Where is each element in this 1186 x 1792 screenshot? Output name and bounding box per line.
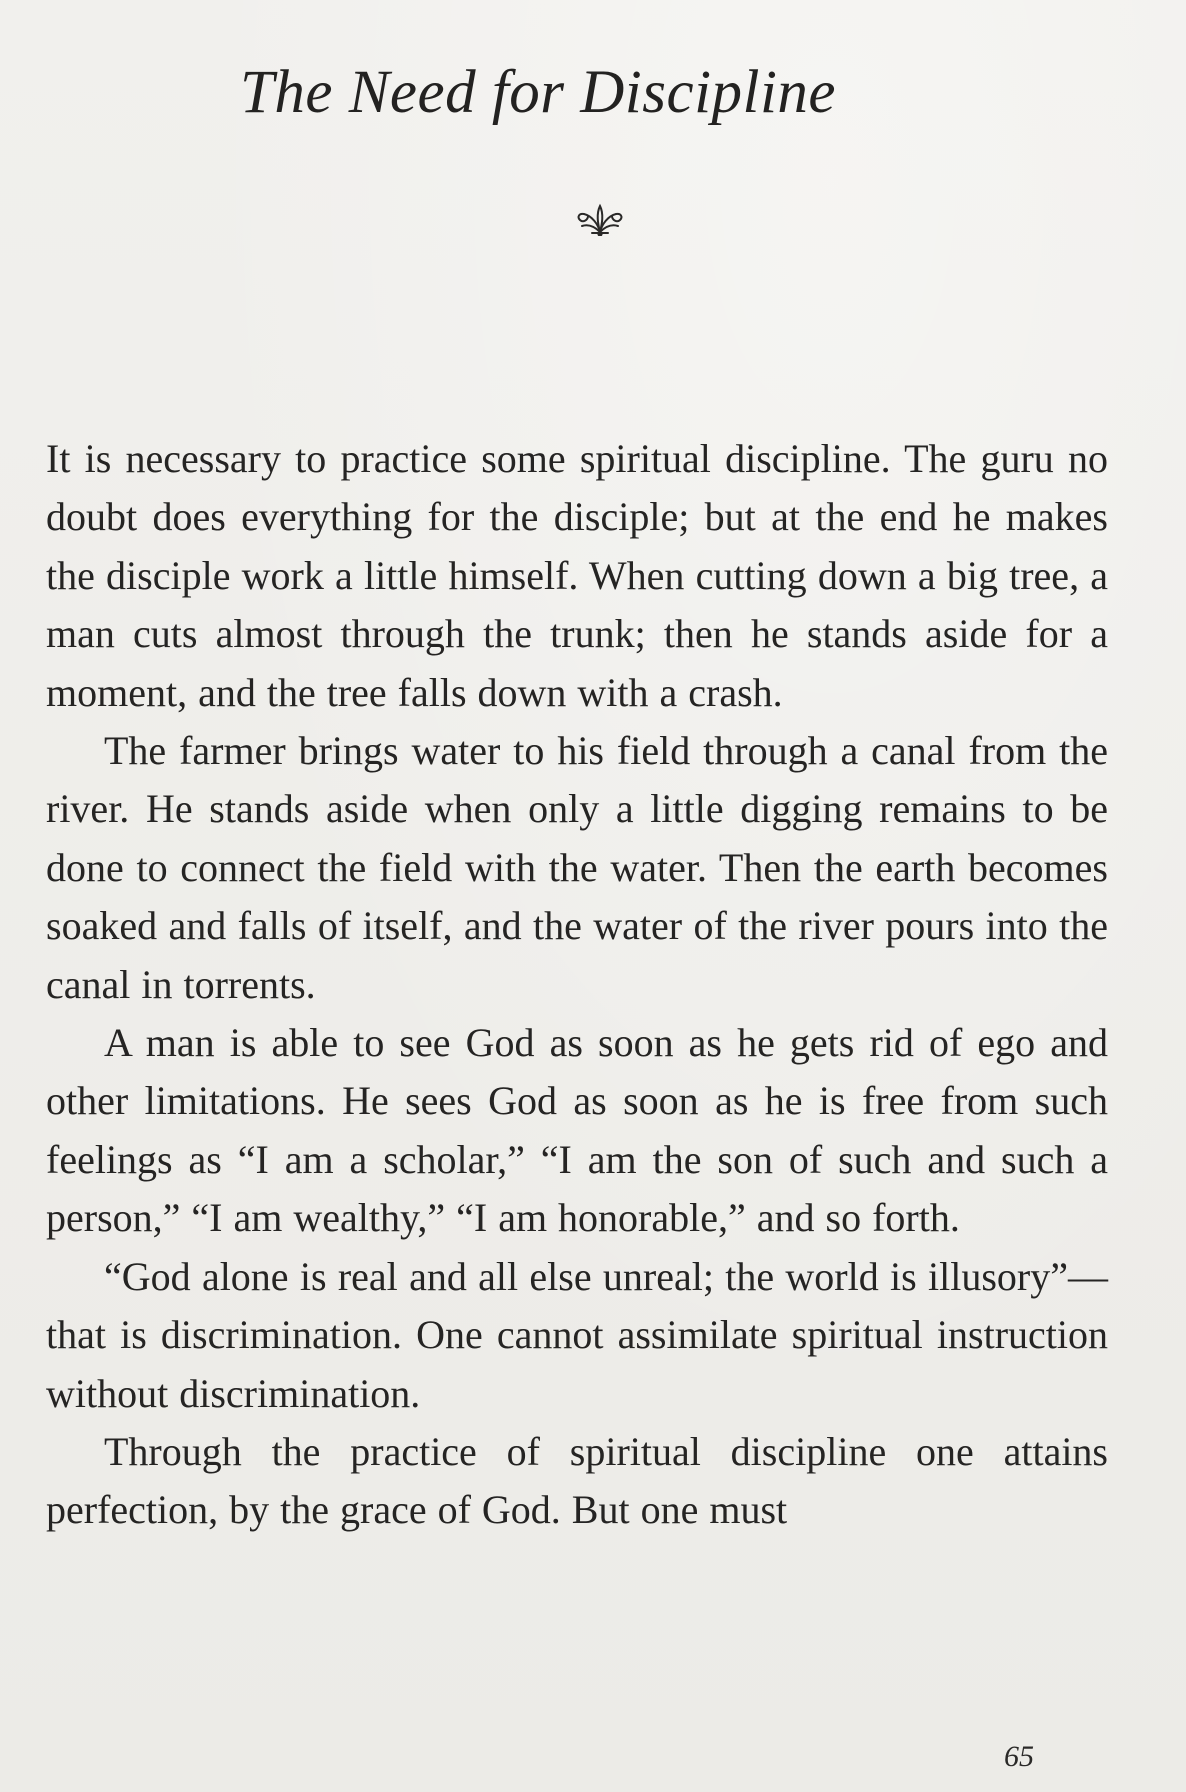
page-body-text [46, 430, 1108, 1540]
paragraph-4: “God alone is real and all else unreal; the world is illusory”—that is discrimination. One cannot assimilate spiritual instruction without discrimination. [46, 1253, 1108, 1416]
flower-ornament-icon [574, 202, 626, 236]
chapter-title: The Need for Discipline [239, 59, 836, 126]
paragraph-5: Through the practice of spiritual discipline one attains perfection, by the grace of God. But one must [46, 1428, 1108, 1533]
page-number: 65 [1004, 1740, 1034, 1773]
paragraph-1: It is necessary to practice some spiritual discipline. The guru no doubt does everything for the disciple; but at the end he makes the disciple work a little himself. When cutting down a big tree, a man cuts almost through the trunk; then he stands aside for a moment, and the tree falls down with a crash. [46, 436, 1108, 715]
paragraph-3: A man is able to see God as soon as he gets rid of ego and other limitations. He sees God as soon as he is free from such feelings as “I am a scholar,” “I am the son of such and such a person,” “I am wealthy,” “I am honorable,” and so forth. [46, 1020, 1108, 1241]
paragraph-2: The farmer brings water to his field through a canal from the river. He stands aside when only a little digging remains to be done to connect the field with the water. Then the earth becomes soaked and falls of itself, and the water of the river pours into the canal in torrents. [46, 728, 1108, 1007]
